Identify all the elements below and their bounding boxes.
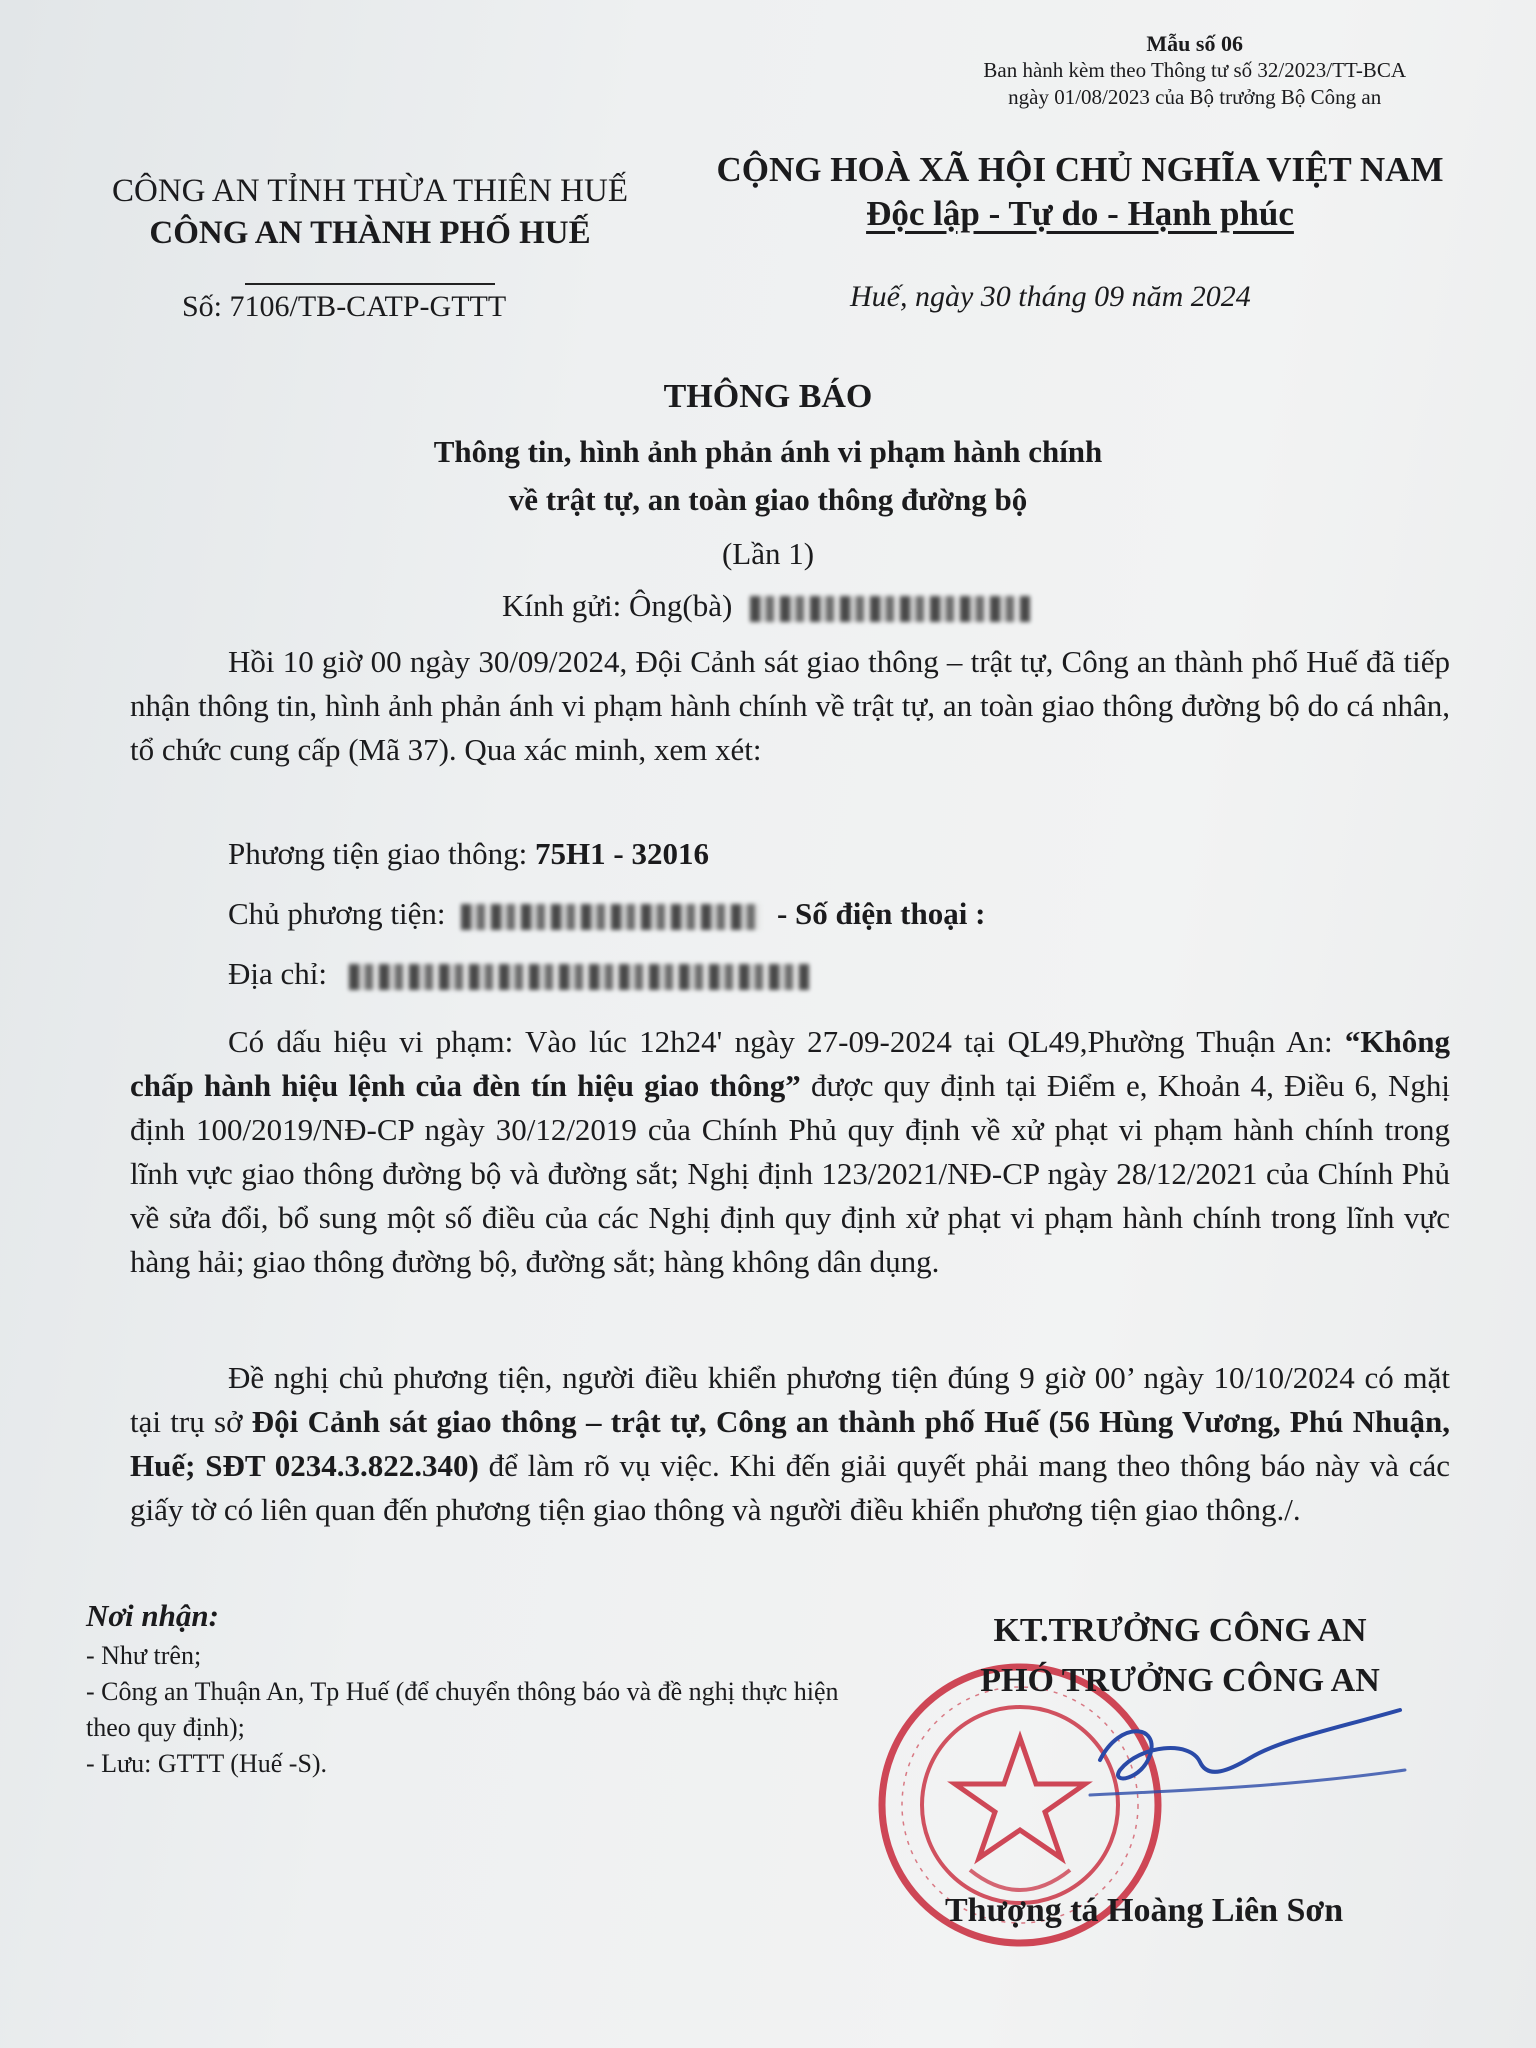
- address-label: Địa chỉ:: [228, 956, 327, 991]
- vehicle-plate-row: [228, 836, 709, 872]
- handwritten-signature-icon: [1080, 1700, 1410, 1810]
- redacted-address: [349, 964, 809, 990]
- form-number: Mẫu số 06: [1146, 31, 1243, 56]
- notice-times: (Lần 1): [721, 536, 815, 571]
- subtitle-line-1: Thông tin, hình ảnh phản ánh vi phạm hành chính: [433, 434, 1103, 469]
- form-reference: [983, 30, 1406, 111]
- phone-label: - Số điện thoại :: [776, 896, 986, 931]
- recipients-block: [86, 1598, 846, 1782]
- signature-block: [900, 1606, 1460, 1706]
- national-heading: [700, 148, 1460, 236]
- owner-label: Chủ phương tiện:: [228, 896, 446, 931]
- signature-title-2: PHÓ TRƯỞNG CÔNG AN: [980, 1662, 1380, 1699]
- paragraph-receipt: Hồi 10 giờ 00 ngày 30/09/2024, Đội Cảnh sát giao thông – trật tự, Công an thành phố Huế đã tiếp nhận thông tin, hình ảnh phản ánh vi phạm hành chính về trật tự, an toàn giao thông đường bộ do cá nhân, tổ chức cung cấp (Mã 37). Qua xác minh, xem xét:: [130, 644, 1450, 767]
- subtitle-line-2: về trật tự, an toàn giao thông đường bộ: [508, 482, 1028, 517]
- org-unit: CÔNG AN THÀNH PHỐ HUẾ: [149, 215, 591, 251]
- document-title: THÔNG BÁO: [663, 378, 873, 415]
- recipients-heading: Nơi nhận:: [86, 1598, 219, 1633]
- org-underline: [245, 283, 495, 285]
- document-number: Số: 7106/TB-CATP-GTTT: [182, 290, 507, 323]
- redacted-name: [750, 596, 1030, 622]
- signature-title-1: KT.TRƯỞNG CÔNG AN: [993, 1612, 1367, 1649]
- org-parent: CÔNG AN TỈNH THỪA THIÊN HUẾ: [111, 173, 628, 209]
- form-reference-line-2: ngày 01/08/2023 của Bộ trưởng Bộ Công an: [1008, 85, 1382, 109]
- violation-legal-basis: được quy định tại Điểm e, Khoản 4, Điều 6, Nghị định 100/2019/NĐ-CP ngày 30/12/2019 của Chính Phủ quy định về xử phạt vi phạm hành chính trong lĩnh vực giao thông đường bộ và đường sắt; Nghị định 123/2021/NĐ-CP ngày 28/12/2021 của Chính Phủ về sửa đổi, bổ sung một số điều của các Nghị định quy định xử phạt vi phạm hành chính trong lĩnh vực hàng hải; giao thông đường bộ, đường sắt; hàng không dân dụng.: [130, 1068, 1450, 1279]
- request-part-1: Đề nghị chủ phương tiện, người điều khiển phương tiện đúng 9 giờ 00’ ngày 10/10/2024 có mặt tại trụ sở: [130, 1360, 1450, 1439]
- national-motto: Độc lập - Tự do - Hạnh phúc: [866, 194, 1294, 233]
- paragraph-request: [130, 1356, 1450, 1532]
- date-line: Huế, ngày 30 tháng 09 năm 2024: [850, 280, 1251, 313]
- request-part-2: để làm rõ vụ việc. Khi đến giải quyết phải mang theo thông báo này và các giấy tờ có liên quan đến phương tiện giao thông và người điều khiển phương tiện giao thông./.: [130, 1448, 1450, 1527]
- request-office: Đội Cảnh sát giao thông – trật tự, Công an thành phố Huế (56 Hùng Vương, Phú Nhuận, Huế; SĐT 0234.3.822.340): [130, 1404, 1450, 1483]
- vehicle-address-row: [228, 956, 809, 992]
- paragraph-violation: [130, 1020, 1450, 1284]
- document-subtitle: [0, 428, 1536, 524]
- violation-intro: Có dấu hiệu vi phạm: Vào lúc 12h24' ngày 27-09-2024 tại QL49,Phường Thuận An:: [228, 1024, 1345, 1059]
- recipient-item: - Lưu: GTTT (Huế -S).: [86, 1749, 328, 1778]
- addressee: [502, 588, 1030, 624]
- form-reference-line-1: Ban hành kèm theo Thông tư số 32/2023/TT-BCA: [983, 58, 1406, 82]
- recipient-item: - Như trên;: [86, 1641, 202, 1670]
- redacted-owner: [461, 904, 761, 930]
- country-name: CỘNG HOÀ XÃ HỘI CHỦ NGHĨA VIỆT NAM: [716, 150, 1444, 189]
- violation-offense: “Không chấp hành hiệu lệnh của đèn tín hiệu giao thông”: [130, 1024, 1450, 1103]
- issuing-organization: [90, 170, 650, 296]
- plate-value: 75H1 - 32016: [535, 836, 709, 871]
- signer-name: Thượng tá Hoàng Liên Sơn: [945, 1892, 1344, 1929]
- vehicle-owner-row: [228, 896, 985, 932]
- addressee-label: Kính gửi: Ông(bà): [502, 588, 733, 623]
- recipient-item: - Công an Thuận An, Tp Huế (để chuyển thông báo và đề nghị thực hiện theo quy định);: [86, 1677, 839, 1742]
- plate-label: Phương tiện giao thông:: [228, 836, 528, 871]
